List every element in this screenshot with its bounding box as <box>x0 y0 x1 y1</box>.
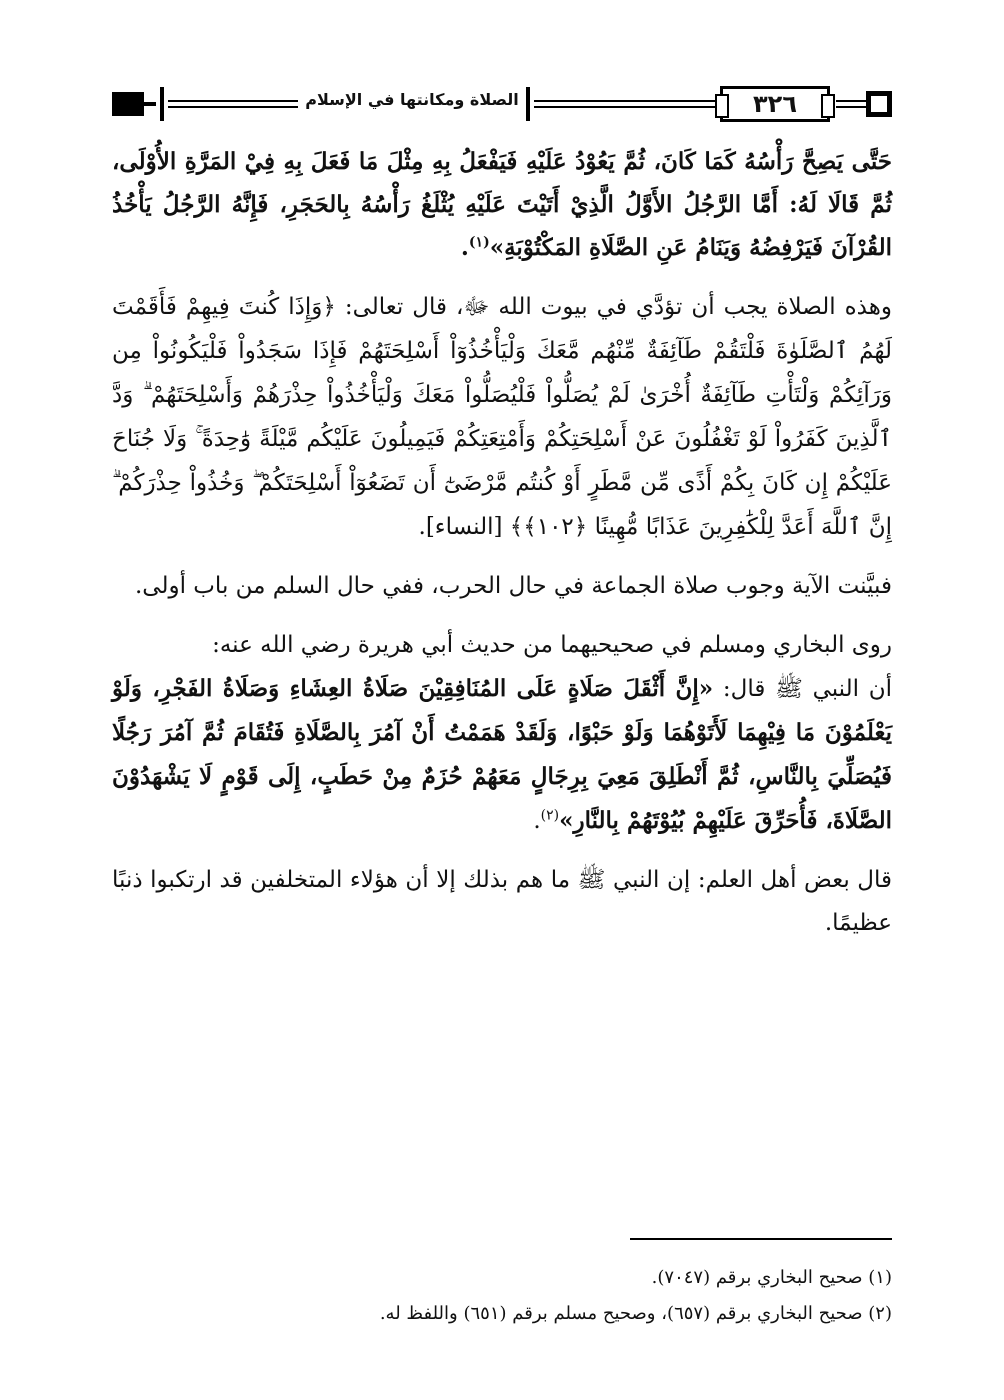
header-rule <box>168 100 298 102</box>
paragraph-scholars: قال بعض أهل العلم: إن النبي ﷺ ما هم بذلك إلا أن هؤلاء المتخلفين قد ارتكبوا ذنبًا عظيمًا. <box>112 867 892 936</box>
hadith-text: حَتَّى يَصِحَّ رَأْسُهُ كَمَا كَانَ، ثُمَّ يَعُوْدُ عَلَيْهِ فَيَفْعَلُ بِهِ مِثْلَ مَا فَعَلَ بِهِ فِيْ المَرَّةِ الأُوْلَى، ثُمَّ قَالَا لَهُ: أَمَّا الرَّجُلُ الأَوَّلُ الَّذِيْ أَتَيْتَ عَلَيْهِ يُثْلَغُ رَأْسُهُ بِالحَجَرِ، فَإِنَّهُ الرَّجُلُ يَأْخُذُ القُرْآنَ فَيَرْفِضُهُ وَيَنَامُ عَنِ الصَّلَاةِ المَكْتُوْبَةِ» <box>112 148 892 261</box>
footnote-2: (٢) صحيح البخاري برقم (٦٥٧)، وصحيح مسلم برقم (٦٥١) واللفظ له. <box>379 1303 892 1324</box>
header-bar <box>526 87 530 121</box>
page-number: ٣٢٦ <box>753 90 797 118</box>
header-rule <box>534 106 716 108</box>
verse-intro: وهذه الصلاة يجب أن تؤدَّي في بيوت الله ﷻ، قال تعالى: <box>344 294 892 320</box>
header-ornament-square <box>866 91 892 117</box>
paragraph-hadith-intro: روى البخاري ومسلم في صحيحيهما من حديث أبي هريرة رضي الله عنه: <box>212 632 892 658</box>
paragraph-hadith-1 <box>112 140 892 269</box>
punctuation: . <box>460 234 469 261</box>
page-header <box>112 86 892 122</box>
quran-verse: ﴿وَإِذَا كُنتَ فِيهِمْ فَأَقَمْتَ لَهُمُ ٱلصَّلَوٰةَ فَلْتَقُمْ طَآئِفَةٌ مِّنْهُم مَّعَكَ وَلْيَأْخُذُوٓاْ أَسْلِحَتَهُمْ فَإِذَا سَجَدُواْ فَلْيَكُونُواْ مِن وَرَآئِكُمْ وَلْتَأْتِ طَآئِفَةٌ أُخْرَىٰ لَمْ يُصَلُّواْ فَلْيُصَلُّواْ مَعَكَ وَلْيَأْخُذُواْ حِذْرَهُمْ وَأَسْلِحَتَهُمْ ۗ وَدَّ ٱلَّذِينَ كَفَرُواْ لَوْ تَغْفُلُونَ عَنْ أَسْلِحَتِكُمْ وَأَمْتِعَتِكُمْ فَيَمِيلُونَ عَلَيْكُم مَّيْلَةً وَٰحِدَةً ۚ وَلَا جُنَاحَ عَلَيْكُمْ إِن كَانَ بِكُمْ أَذًى مِّن مَّطَرٍ أَوْ كُنتُم مَّرْضَىٰٓ أَن تَضَعُوٓاْ أَسْلِحَتَكُمْ ۖ وَخُذُواْ حِذْرَكُمْ ۗ إِنَّ ٱللَّهَ أَعَدَّ لِلْكَٰفِرِينَ عَذَابًا مُّهِينًا ﴿١٠٢﴾﴾ <box>112 294 892 540</box>
footnotes <box>112 1260 892 1332</box>
main-text <box>112 140 892 945</box>
page-number-box <box>720 86 830 122</box>
header-rule <box>168 106 298 108</box>
running-title: الصلاة ومكانتها في الإسلام <box>300 90 524 109</box>
footnote-ref: (٢) <box>540 807 560 824</box>
paragraph-explanation: فبيَّنت الآية وجوب صلاة الجماعة في حال الحرب، ففي حال السلم من باب أولى. <box>134 573 892 599</box>
footnote-separator <box>630 1238 892 1240</box>
paragraph-hadith-2 <box>112 667 892 843</box>
punctuation: . <box>533 808 541 834</box>
header-rule <box>144 102 156 106</box>
header-rule <box>534 100 716 102</box>
hadith-lead: أن النبي ﷺ قال: <box>722 676 892 702</box>
header-ornament-block <box>112 92 144 116</box>
footnote-ref: (١) <box>468 234 490 251</box>
hadith-text: «إِنَّ أَثْقَلَ صَلَاةٍ عَلَى المُنَافِقِيْنَ صَلَاةُ العِشَاءِ وَصَلَاةُ الفَجْرِ، وَلَوْ يَعْلَمُوْنَ مَا فِيْهِمَا لَأَتَوْهُمَا وَلَوْ حَبْوًا، وَلَقَدْ هَمَمْتُ أَنْ آمُرَ بِالصَّلَاةِ فَتُقَامَ ثُمَّ آمُرَ رَجُلًا فَيُصَلِّيَ بِالنَّاسِ، ثُمَّ أَنْطَلِقَ مَعِيَ بِرِجَالٍ مَعَهُمْ حُزَمٌ مِنْ حَطَبٍ، إِلَى قَوْمٍ لَا يَشْهَدُوْنَ الصَّلَاةَ، فَأُحَرِّقَ عَلَيْهِمْ بُيُوْتَهُمْ بِالنَّارِ» <box>112 675 892 834</box>
paragraph-verse <box>112 285 892 549</box>
header-bar <box>160 87 164 121</box>
footnote-1: (١) صحيح البخاري برقم (٧٠٤٧). <box>651 1267 892 1288</box>
verse-source: [النساء]. <box>418 514 503 540</box>
